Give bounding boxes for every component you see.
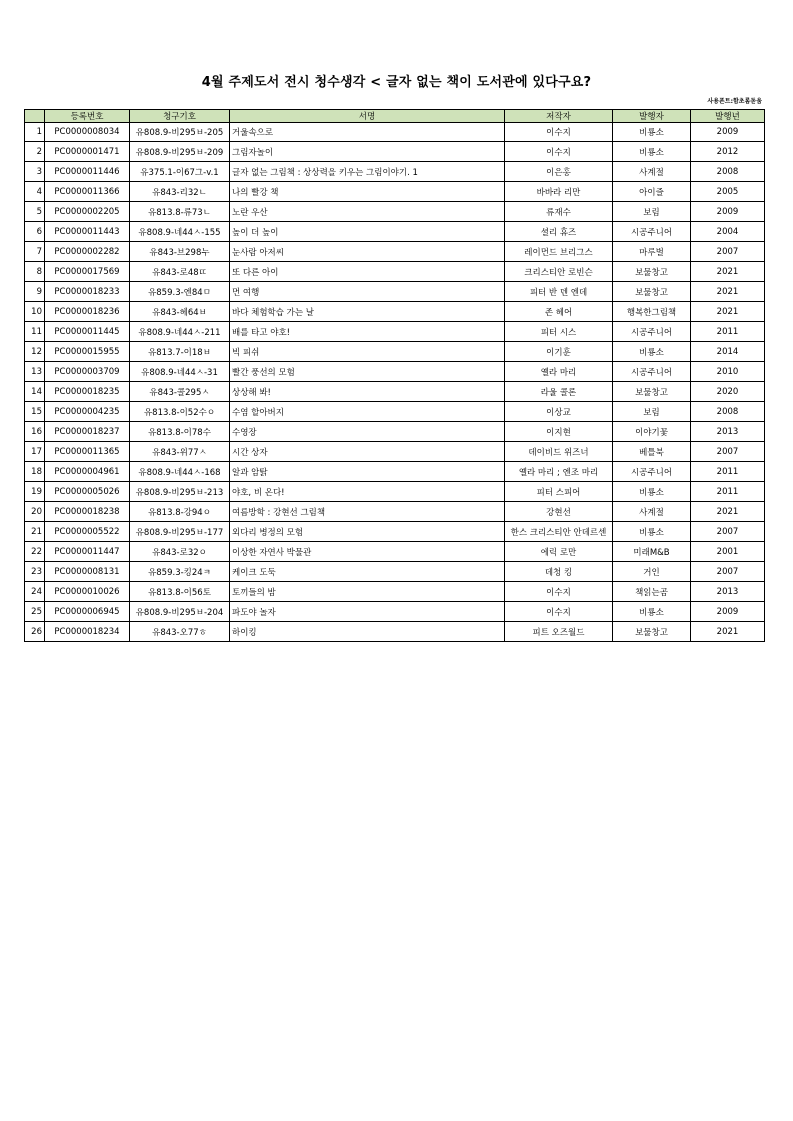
registration-number-cell: PC0000018234: [45, 622, 130, 642]
author-cell: 이은홍: [505, 162, 613, 182]
call-number-cell: 유843-로48ㄸ: [130, 262, 230, 282]
registration-number-cell: PC0000002205: [45, 202, 130, 222]
call-number-cell: 유808.9-네44ㅅ-31: [130, 362, 230, 382]
header-call-number: 청구기호: [130, 110, 230, 123]
book-title-cell: 시간 상자: [230, 442, 505, 462]
row-number-cell: 4: [25, 182, 45, 202]
publisher-cell: 비룡소: [613, 142, 691, 162]
call-number-cell: 유808.9-비295ㅂ-209: [130, 142, 230, 162]
publisher-cell: 비룡소: [613, 522, 691, 542]
call-number-cell: 유843-헤64ㅂ: [130, 302, 230, 322]
call-number-cell: 유843-로32ㅇ: [130, 542, 230, 562]
header-publisher: 발행자: [613, 110, 691, 123]
publisher-cell: 시공주니어: [613, 362, 691, 382]
book-title-cell: 바다 체험학습 가는 날: [230, 302, 505, 322]
registration-number-cell: PC0000003709: [45, 362, 130, 382]
table-row: [25, 202, 765, 222]
author-cell: 라울 콜론: [505, 382, 613, 402]
table-row: [25, 522, 765, 542]
publication-year-cell: 2013: [691, 582, 765, 602]
table-row: [25, 482, 765, 502]
author-cell: 존 헤어: [505, 302, 613, 322]
registration-number-cell: PC0000011445: [45, 322, 130, 342]
author-cell: 이수지: [505, 142, 613, 162]
registration-number-cell: PC0000005522: [45, 522, 130, 542]
publication-year-cell: 2021: [691, 262, 765, 282]
call-number-cell: 유808.9-비295ㅂ-213: [130, 482, 230, 502]
table-row: [25, 442, 765, 462]
publisher-cell: 마루벌: [613, 242, 691, 262]
table-row: [25, 562, 765, 582]
call-number-cell: 유808.9-비295ㅂ-204: [130, 602, 230, 622]
book-title-cell: 외다리 병정의 모험: [230, 522, 505, 542]
registration-number-cell: PC0000018237: [45, 422, 130, 442]
book-title-cell: 거울속으로: [230, 123, 505, 142]
publication-year-cell: 2012: [691, 142, 765, 162]
publisher-cell: 시공주니어: [613, 222, 691, 242]
publication-year-cell: 2008: [691, 402, 765, 422]
registration-number-cell: PC0000018233: [45, 282, 130, 302]
book-title-cell: 야호, 비 온다!: [230, 482, 505, 502]
call-number-cell: 유843-브298누: [130, 242, 230, 262]
table-row: [25, 542, 765, 562]
publisher-cell: 비룡소: [613, 123, 691, 142]
registration-number-cell: PC0000004235: [45, 402, 130, 422]
publication-year-cell: 2009: [691, 123, 765, 142]
book-title-cell: 또 다른 아이: [230, 262, 505, 282]
publisher-cell: 거인: [613, 562, 691, 582]
row-number-cell: 8: [25, 262, 45, 282]
publication-year-cell: 2011: [691, 322, 765, 342]
publication-year-cell: 2008: [691, 162, 765, 182]
author-cell: 한스 크리스티안 안데르센: [505, 522, 613, 542]
call-number-cell: 유843-오77ㅎ: [130, 622, 230, 642]
registration-number-cell: PC0000008034: [45, 123, 130, 142]
book-title-cell: 빨간 풍선의 모험: [230, 362, 505, 382]
author-cell: 바바라 리만: [505, 182, 613, 202]
author-cell: 피터 스피어: [505, 482, 613, 502]
row-number-cell: 6: [25, 222, 45, 242]
row-number-cell: 17: [25, 442, 45, 462]
registration-number-cell: PC0000018235: [45, 382, 130, 402]
publisher-cell: 보물창고: [613, 622, 691, 642]
publication-year-cell: 2007: [691, 242, 765, 262]
publisher-cell: 시공주니어: [613, 462, 691, 482]
call-number-cell: 유375.1-이67그-v.1: [130, 162, 230, 182]
publication-year-cell: 2009: [691, 202, 765, 222]
registration-number-cell: PC0000018238: [45, 502, 130, 522]
registration-number-cell: PC0000010026: [45, 582, 130, 602]
row-number-cell: 1: [25, 123, 45, 142]
publication-year-cell: 2007: [691, 522, 765, 542]
header-author: 저작자: [505, 110, 613, 123]
table-body: [25, 123, 765, 642]
row-number-cell: 3: [25, 162, 45, 182]
registration-number-cell: PC0000011443: [45, 222, 130, 242]
table-row: [25, 382, 765, 402]
registration-number-cell: PC0000004961: [45, 462, 130, 482]
book-title-cell: 여름방학 : 강현선 그림책: [230, 502, 505, 522]
publisher-cell: 시공주니어: [613, 322, 691, 342]
table-row: [25, 222, 765, 242]
book-list-table: [24, 109, 765, 642]
publisher-cell: 행복한그림책: [613, 302, 691, 322]
table-row: [25, 182, 765, 202]
publisher-cell: 미래M&B: [613, 542, 691, 562]
publication-year-cell: 2021: [691, 622, 765, 642]
publisher-cell: 비룡소: [613, 602, 691, 622]
registration-number-cell: PC0000011366: [45, 182, 130, 202]
book-title-cell: 케이크 도둑: [230, 562, 505, 582]
row-number-cell: 14: [25, 382, 45, 402]
book-title-cell: 그림자놀이: [230, 142, 505, 162]
author-cell: 데청 킹: [505, 562, 613, 582]
publisher-cell: 비룡소: [613, 342, 691, 362]
row-number-cell: 20: [25, 502, 45, 522]
header-book-title: 서명: [230, 110, 505, 123]
call-number-cell: 유808.9-비295ㅂ-205: [130, 123, 230, 142]
call-number-cell: 유808.9-네44ㅅ-168: [130, 462, 230, 482]
table-row: [25, 362, 765, 382]
publication-year-cell: 2021: [691, 302, 765, 322]
table-row: [25, 282, 765, 302]
publication-year-cell: 2005: [691, 182, 765, 202]
table-row: [25, 582, 765, 602]
publication-year-cell: 2011: [691, 462, 765, 482]
call-number-cell: 유813.8-이78수: [130, 422, 230, 442]
book-title-cell: 파도야 놀자: [230, 602, 505, 622]
publisher-cell: 책읽는곰: [613, 582, 691, 602]
row-number-cell: 7: [25, 242, 45, 262]
row-number-cell: 11: [25, 322, 45, 342]
publication-year-cell: 2021: [691, 502, 765, 522]
row-number-cell: 22: [25, 542, 45, 562]
publication-year-cell: 2011: [691, 482, 765, 502]
call-number-cell: 유813.8-이52수ㅇ: [130, 402, 230, 422]
row-number-cell: 2: [25, 142, 45, 162]
author-cell: 셜리 휴즈: [505, 222, 613, 242]
publication-year-cell: 2021: [691, 282, 765, 302]
author-cell: 크리스티안 로빈슨: [505, 262, 613, 282]
publisher-cell: 사계절: [613, 502, 691, 522]
book-title-cell: 높이 더 높이: [230, 222, 505, 242]
header-number: [25, 110, 45, 123]
author-cell: 이지현: [505, 422, 613, 442]
book-title-cell: 이상한 자연사 박물관: [230, 542, 505, 562]
book-title-cell: 수영장: [230, 422, 505, 442]
author-cell: 류재수: [505, 202, 613, 222]
table-row: [25, 462, 765, 482]
publication-year-cell: 2004: [691, 222, 765, 242]
author-cell: 데이비드 위즈너: [505, 442, 613, 462]
author-cell: 옐라 마리: [505, 362, 613, 382]
registration-number-cell: PC0000005026: [45, 482, 130, 502]
call-number-cell: 유813.8-강94ㅇ: [130, 502, 230, 522]
table-row: [25, 142, 765, 162]
table-row: [25, 502, 765, 522]
registration-number-cell: PC0000011365: [45, 442, 130, 462]
call-number-cell: 유813.7-이18ㅂ: [130, 342, 230, 362]
publisher-cell: 보림: [613, 202, 691, 222]
publisher-cell: 이야기꽃: [613, 422, 691, 442]
row-number-cell: 16: [25, 422, 45, 442]
row-number-cell: 10: [25, 302, 45, 322]
call-number-cell: 유808.9-비295ㅂ-177: [130, 522, 230, 542]
book-title-cell: 노란 우산: [230, 202, 505, 222]
publisher-cell: 아이즐: [613, 182, 691, 202]
book-title-cell: 알과 암탉: [230, 462, 505, 482]
publication-year-cell: 2010: [691, 362, 765, 382]
row-number-cell: 15: [25, 402, 45, 422]
row-number-cell: 19: [25, 482, 45, 502]
publication-year-cell: 2007: [691, 562, 765, 582]
table-row: [25, 622, 765, 642]
page-title: 4월 주제도서 전시 청수생각 < 글자 없는 책이 도서관에 있다구요?: [201, 75, 592, 90]
row-number-cell: 25: [25, 602, 45, 622]
author-cell: 피터 시스: [505, 322, 613, 342]
book-title-cell: 토끼들의 밤: [230, 582, 505, 602]
header-year: 발행년: [691, 110, 765, 123]
author-cell: 에릭 로만: [505, 542, 613, 562]
publisher-cell: 보물창고: [613, 382, 691, 402]
call-number-cell: 유843-리32ㄴ: [130, 182, 230, 202]
row-number-cell: 24: [25, 582, 45, 602]
registration-number-cell: PC0000006945: [45, 602, 130, 622]
book-title-cell: 배를 타고 야호!: [230, 322, 505, 342]
registration-number-cell: PC0000015955: [45, 342, 130, 362]
publisher-cell: 베틀북: [613, 442, 691, 462]
publication-year-cell: 2001: [691, 542, 765, 562]
call-number-cell: 유843-콜295ㅅ: [130, 382, 230, 402]
book-title-cell: 눈사람 아저씨: [230, 242, 505, 262]
call-number-cell: 유813.8-이56토: [130, 582, 230, 602]
author-cell: 이수지: [505, 582, 613, 602]
header-registration-number: 등록번호: [45, 110, 130, 123]
registration-number-cell: PC0000008131: [45, 562, 130, 582]
registration-number-cell: PC0000011446: [45, 162, 130, 182]
book-title-cell: 먼 여행: [230, 282, 505, 302]
call-number-cell: 유843-위77ㅅ: [130, 442, 230, 462]
call-number-cell: 유859.3-엔84ㅁ: [130, 282, 230, 302]
table-row: [25, 162, 765, 182]
book-title-cell: 나의 빨강 책: [230, 182, 505, 202]
registration-number-cell: PC0000018236: [45, 302, 130, 322]
book-title-cell: 상상해 봐!: [230, 382, 505, 402]
table-row: [25, 262, 765, 282]
registration-number-cell: PC0000011447: [45, 542, 130, 562]
author-cell: 레이먼드 브리그스: [505, 242, 613, 262]
publisher-cell: 보물창고: [613, 262, 691, 282]
call-number-cell: 유813.8-류73ㄴ: [130, 202, 230, 222]
font-note: 사용폰트:함초롬돋움: [707, 98, 762, 105]
publication-year-cell: 2020: [691, 382, 765, 402]
table-row: [25, 322, 765, 342]
book-title-cell: 하이킹: [230, 622, 505, 642]
table-row: [25, 123, 765, 142]
publication-year-cell: 2007: [691, 442, 765, 462]
author-cell: 강현선: [505, 502, 613, 522]
table-row: [25, 342, 765, 362]
call-number-cell: 유859.3-킹24ㅋ: [130, 562, 230, 582]
table-row: [25, 422, 765, 442]
row-number-cell: 21: [25, 522, 45, 542]
table-header-row: [25, 110, 765, 123]
publication-year-cell: 2009: [691, 602, 765, 622]
publication-year-cell: 2013: [691, 422, 765, 442]
author-cell: 피트 오즈월드: [505, 622, 613, 642]
row-number-cell: 23: [25, 562, 45, 582]
row-number-cell: 18: [25, 462, 45, 482]
table-row: [25, 242, 765, 262]
row-number-cell: 12: [25, 342, 45, 362]
call-number-cell: 유808.9-네44ㅅ-211: [130, 322, 230, 342]
book-title-cell: 빅 피쉬: [230, 342, 505, 362]
row-number-cell: 26: [25, 622, 45, 642]
table-row: [25, 302, 765, 322]
registration-number-cell: PC0000017569: [45, 262, 130, 282]
publisher-cell: 보물창고: [613, 282, 691, 302]
author-cell: 피터 반 덴 엔데: [505, 282, 613, 302]
author-cell: 이수지: [505, 123, 613, 142]
book-title-cell: 글자 없는 그림책 : 상상력을 키우는 그림이야기. 1: [230, 162, 505, 182]
publisher-cell: 사계절: [613, 162, 691, 182]
publisher-cell: 보림: [613, 402, 691, 422]
table-row: [25, 602, 765, 622]
table-row: [25, 402, 765, 422]
row-number-cell: 9: [25, 282, 45, 302]
row-number-cell: 13: [25, 362, 45, 382]
publication-year-cell: 2014: [691, 342, 765, 362]
registration-number-cell: PC0000002282: [45, 242, 130, 262]
book-title-cell: 수염 할아버지: [230, 402, 505, 422]
author-cell: 이상교: [505, 402, 613, 422]
author-cell: 이기훈: [505, 342, 613, 362]
author-cell: 옐라 마리 ; 엔조 마리: [505, 462, 613, 482]
registration-number-cell: PC0000001471: [45, 142, 130, 162]
row-number-cell: 5: [25, 202, 45, 222]
author-cell: 이수지: [505, 602, 613, 622]
publisher-cell: 비룡소: [613, 482, 691, 502]
call-number-cell: 유808.9-네44ㅅ-155: [130, 222, 230, 242]
